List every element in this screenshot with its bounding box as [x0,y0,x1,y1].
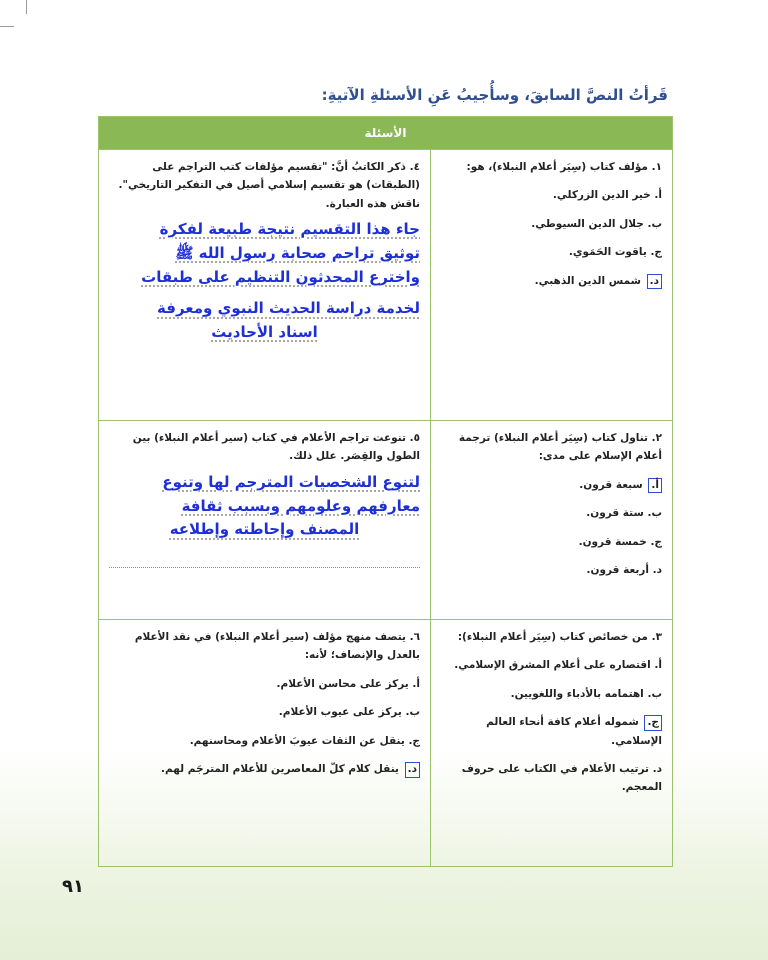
option-text: ترتيب الأعلام في الكتاب على حروف المعجم. [461,762,662,794]
question-4-stem: ٤. ذكر الكاتبُ أنَّ: "تقسيم مؤلفات كتب التراجم على (الطبقات) هو تقسيم إسلامي أصيل في التفكير التاريخي". ناقش هذه العبارة. [118,161,420,210]
option-1d[interactable] [441,272,662,290]
option-letter: أ. [654,189,662,202]
option-text: أربعة قرون. [586,563,649,576]
selected-answer-mark: أ. [648,478,662,494]
option-1a[interactable] [441,186,662,204]
option-letter: ج. [650,535,662,548]
option-letter: أ. [412,677,420,690]
option-text: جلال الدين السيوطي. [531,217,644,230]
option-letter: د. [652,762,662,775]
table-header: الأسئلة [99,117,673,150]
question-3-cell [431,620,673,867]
option-letter: ب. [405,706,420,719]
option-2c[interactable] [441,533,662,551]
answer-line[interactable]: لتنوع الشخصيات المترجم لها وتنوع [162,472,420,491]
selected-answer-mark: د. [405,762,420,778]
option-1c[interactable] [441,243,662,261]
answer-line[interactable]: جاء هذا التقسيم نتيجة طبيعة لفكرة [159,220,420,239]
option-text: شمس الدين الذهبي. [534,274,641,287]
option-letter: ب. [647,687,662,700]
option-3a[interactable] [441,656,662,674]
option-3c[interactable] [441,713,662,750]
question-3-stem: ٣. من خصائص كتاب (سِيَر أعلام النبلاء): [457,631,662,643]
answer-line[interactable]: اسناد الأحاديث [211,323,318,342]
option-text: اقتصاره على أعلام المشرق الإسلامي. [454,659,651,672]
question-5-stem: ٥. تنوعت تراجم الأعلام في كتاب (سير أعلام النبلاء) بين الطول والقِصَر. علل ذلك. [132,432,420,463]
option-text: يركز على عيوب الأعلام. [278,706,402,719]
page-title: قَرأتُ النصَّ السابقَ، وسأُجيبُ عَنِ الأسئلةِ الآتيةِ: [321,86,668,104]
question-1-stem: ١. مؤلف كتاب (سِيَر أعلام النبلاء)، هو: [466,161,662,173]
option-text: ستة قرون. [586,507,644,520]
question-2-cell [431,421,673,620]
option-6c[interactable] [109,732,420,750]
answer-line[interactable]: واخترع المحدثون التنظيم على طبقات [141,267,420,286]
option-3d[interactable] [441,760,662,797]
option-text: خير الدين الزركلي. [552,189,651,202]
option-text: ينقل عن الثقات عيوبَ الأعلام ومحاسنهم. [189,734,405,747]
option-6d[interactable] [109,760,420,778]
answer-line[interactable]: معارفهم وعلومهم وبسبب ثقافة [181,496,420,515]
option-1b[interactable] [441,215,662,233]
option-2b[interactable] [441,504,662,522]
answer-line[interactable]: المصنف وإحاطته وإطلاعه [169,520,360,539]
selected-answer-mark: ج. [644,715,662,731]
option-2d[interactable] [441,561,662,579]
blank-answer-line[interactable] [109,545,420,568]
crop-mark-left [26,0,27,14]
question-2-stem: ٢. تناول كتاب (سِيَر أعلام النبلاء) ترجمة أعلام الإسلام على مدى: [458,432,662,463]
question-5-cell [99,421,431,620]
option-letter: أ. [654,659,662,672]
option-text: اهتمامه بالأدباء واللغويين. [510,687,644,700]
option-text: يركز على محاسن الأعلام. [276,677,409,690]
option-6b[interactable] [109,703,420,721]
option-text: خمسة قرون. [578,535,647,548]
option-text: شموله أعلام كافة أنحاء العالم الإسلامي. [486,716,662,747]
questions-table [98,116,673,867]
option-text: سبعة قرون. [579,478,643,491]
option-letter: ب. [647,507,662,520]
page-number: ٩١ [62,876,84,897]
selected-answer-mark: د. [647,274,662,290]
option-letter: ج. [408,734,420,747]
option-6a[interactable] [109,675,420,693]
option-text: ياقوت الحَمَوي. [568,246,647,259]
option-letter: د. [652,563,662,576]
question-4-cell [99,150,431,421]
question-6-cell [99,620,431,867]
option-letter: ب. [647,217,662,230]
option-3b[interactable] [441,685,662,703]
option-letter: ج. [650,246,662,259]
option-text: ينقل كلام كلّ المعاصرين للأعلام المترجَم لهم. [161,762,399,775]
answer-line[interactable]: توثيق تراحم صحابة رسول الله ﷺ [175,243,420,262]
crop-mark-top [0,26,14,27]
answer-line[interactable]: لخدمة دراسة الحديث النبوي ومعرفة [157,299,420,318]
option-2a[interactable] [441,476,662,494]
question-6-stem: ٦. يتصف منهج مؤلف (سير أعلام النبلاء) في نقد الأعلام بالعدل والإنصاف؛ لأنه: [134,631,420,662]
question-1-cell [431,150,673,421]
